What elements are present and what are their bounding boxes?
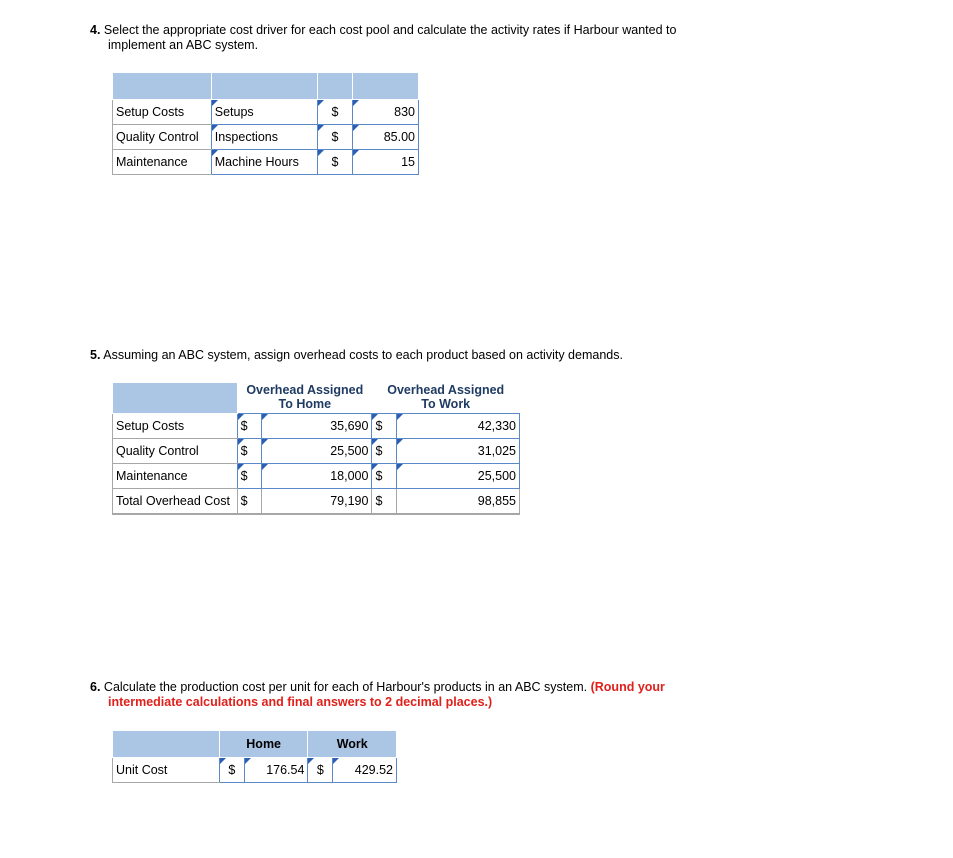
- activity-rate-header: [113, 73, 419, 100]
- currency-symbol: $: [372, 489, 397, 515]
- total-row: [113, 489, 520, 515]
- table-row: [113, 150, 419, 175]
- cost-pool-label: Maintenance: [113, 150, 212, 175]
- cost-pool-label: Quality Control: [113, 439, 238, 464]
- header-work: Work: [308, 731, 397, 758]
- cost-pool-label: Setup Costs: [113, 100, 212, 125]
- work-overhead-input[interactable]: 42,330: [397, 414, 520, 439]
- header-cell: [113, 731, 220, 758]
- question-6: [90, 680, 730, 710]
- question-5-number: 5.: [90, 348, 101, 362]
- work-overhead-input[interactable]: 31,025: [397, 439, 520, 464]
- cost-pool-label: Quality Control: [113, 125, 212, 150]
- currency-symbol: $: [237, 464, 262, 489]
- home-overhead-input[interactable]: 18,000: [262, 464, 372, 489]
- question-5: [90, 348, 730, 363]
- header-work-line2: To Work: [421, 397, 471, 411]
- table-row: [113, 100, 419, 125]
- table-row: [113, 125, 419, 150]
- header-overhead-home: [237, 383, 372, 414]
- header-cell: [352, 73, 418, 100]
- unit-cost-label: Unit Cost: [113, 758, 220, 783]
- table-row: [113, 439, 520, 464]
- currency-symbol: $: [219, 758, 244, 783]
- overhead-header: [113, 383, 520, 414]
- rounding-note-line2: intermediate calculations and final answers to 2 decimal places.): [108, 695, 493, 709]
- cost-driver-select[interactable]: Machine Hours: [211, 150, 318, 175]
- header-cell: [211, 73, 318, 100]
- currency-symbol: $: [318, 100, 352, 125]
- home-overhead-input[interactable]: 35,690: [262, 414, 372, 439]
- cost-pool-label: Maintenance: [113, 464, 238, 489]
- activity-rate-table: [112, 72, 419, 175]
- overhead-assigned-table: [112, 382, 520, 515]
- work-unit-cost-input[interactable]: 429.52: [333, 758, 397, 783]
- currency-symbol: $: [318, 150, 352, 175]
- currency-symbol: $: [372, 414, 397, 439]
- header-overhead-work: [372, 383, 520, 414]
- rounding-note-line1: (Round your: [590, 680, 665, 694]
- home-overhead-input[interactable]: 25,500: [262, 439, 372, 464]
- cost-pool-label: Setup Costs: [113, 414, 238, 439]
- activity-rate-input[interactable]: 15: [352, 150, 418, 175]
- header-cell: [113, 383, 238, 414]
- cost-driver-select[interactable]: Setups: [211, 100, 318, 125]
- header-home: Home: [219, 731, 308, 758]
- header-work-line1: Overhead Assigned: [387, 383, 505, 397]
- question-6-number: 6.: [90, 680, 101, 694]
- currency-symbol: $: [308, 758, 333, 783]
- activity-rate-input[interactable]: 85.00: [352, 125, 418, 150]
- question-6-text: Calculate the production cost per unit for each of Harbour's products in an ABC system.: [103, 680, 588, 694]
- unit-cost-header: [113, 731, 397, 758]
- currency-symbol: $: [318, 125, 352, 150]
- table-row: [113, 758, 397, 783]
- unit-cost-table: [112, 730, 397, 783]
- question-4-text-line1: Select the appropriate cost driver for each cost pool and calculate the activity rates if Harbour wanted to: [103, 23, 677, 37]
- question-4-text-line2: implement an ABC system.: [108, 38, 259, 52]
- cost-driver-select[interactable]: Inspections: [211, 125, 318, 150]
- table-row: [113, 464, 520, 489]
- question-4-number: 4.: [90, 23, 101, 37]
- currency-symbol: $: [372, 464, 397, 489]
- currency-symbol: $: [237, 439, 262, 464]
- header-home-line2: To Home: [278, 397, 332, 411]
- currency-symbol: $: [237, 414, 262, 439]
- header-home-line1: Overhead Assigned: [246, 383, 364, 397]
- question-4: [90, 23, 730, 53]
- activity-rate-input[interactable]: 830: [352, 100, 418, 125]
- home-total-value: 79,190: [262, 489, 372, 515]
- table-row: [113, 414, 520, 439]
- work-total-value: 98,855: [397, 489, 520, 515]
- home-unit-cost-input[interactable]: 176.54: [244, 758, 308, 783]
- total-overhead-label: Total Overhead Cost: [113, 489, 238, 515]
- currency-symbol: $: [372, 439, 397, 464]
- question-5-text: Assuming an ABC system, assign overhead costs to each product based on activity demands.: [103, 348, 623, 362]
- work-overhead-input[interactable]: 25,500: [397, 464, 520, 489]
- currency-symbol: $: [237, 489, 262, 515]
- header-cell: [113, 73, 212, 100]
- header-cell: [318, 73, 352, 100]
